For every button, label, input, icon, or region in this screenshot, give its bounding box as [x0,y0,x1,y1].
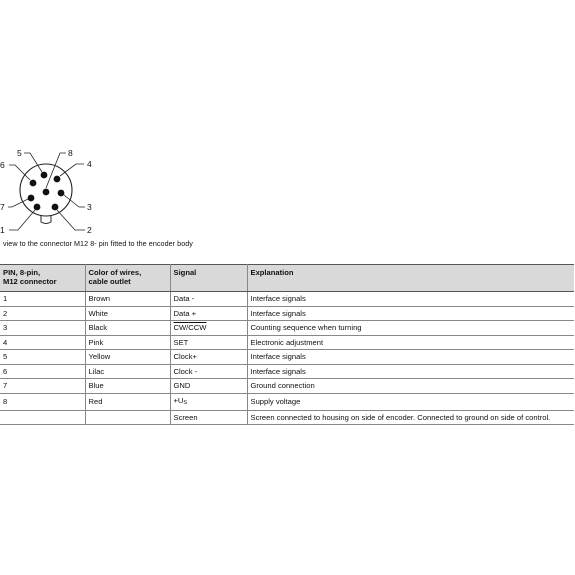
cell-explanation: Interface signals [247,292,574,307]
cell-pin: 5 [0,350,85,365]
pin-hole-8 [43,189,50,196]
table-row [0,410,574,425]
signal-supply-subscript: S [183,399,188,406]
signal-supply: +U [173,395,184,405]
header-explanation: Explanation [247,265,574,292]
cell-signal: Screen [170,410,247,425]
cell-color: Blue [85,379,170,394]
leader-line-2 [57,210,85,230]
cell-pin: 1 [0,292,85,307]
header-signal: Signal [170,265,247,292]
table-row [0,393,574,410]
header-pin: PIN, 8-pin, M12 connector [0,265,85,292]
pin-label-3: 3 [87,202,92,212]
table-row [0,364,574,379]
cell-explanation: Screen connected to housing on side of encoder. Connected to ground on side of control. [247,410,574,425]
cell-explanation: Counting sequence when turning [247,321,574,336]
leader-line-1 [9,210,35,230]
cell-explanation: Ground connection [247,379,574,394]
cell-color: Brown [85,292,170,307]
pin-hole-7 [28,195,35,202]
cell-signal: Clock+ [170,350,247,365]
header-wire-color: Color of wires, cable outlet [85,265,170,292]
pin-hole-1 [34,204,41,211]
diagram-caption: view to the connector M12 8- pin fitted to the encoder body [3,239,193,248]
signal-cw: CW/ [173,323,189,333]
pin-label-4: 4 [87,159,92,169]
pin-label-8: 8 [68,148,73,158]
cell-signal: SET [170,335,247,350]
cell-pin: 6 [0,364,85,379]
cell-explanation: Interface signals [247,306,574,321]
pin-label-2: 2 [87,225,92,235]
leader-line-5 [24,153,42,172]
pin-label-1: 1 [0,225,5,235]
pin-label-6: 6 [0,160,5,170]
table-row [0,379,574,394]
cell-signal: Data + [170,306,247,321]
cell-signal [170,321,247,336]
pin-hole-5 [41,172,48,179]
table-row [0,350,574,365]
cell-color: Red [85,393,170,410]
cell-explanation: Interface signals [247,364,574,379]
cell-pin: 2 [0,306,85,321]
cell-signal [170,393,247,410]
cell-pin: 8 [0,393,85,410]
cell-explanation: Interface signals [247,350,574,365]
table-row [0,292,574,307]
signal-ccw: $\overline{CCW}$ [188,323,207,333]
cell-pin: 3 [0,321,85,336]
cell-color [85,410,170,425]
cell-explanation: Supply voltage [247,393,574,410]
pin-hole-4 [54,176,61,183]
pin-label-7: 7 [0,202,5,212]
cell-pin: 7 [0,379,85,394]
table-row [0,335,574,350]
cell-color: Yellow [85,350,170,365]
pin-hole-6 [30,180,37,187]
cell-color: Pink [85,335,170,350]
table-header-row [0,265,574,292]
cell-color: Lilac [85,364,170,379]
pin-assignment-table [0,264,574,425]
cell-pin [0,410,85,425]
pin-hole-3 [58,190,65,197]
leader-line-4 [60,164,84,176]
pin-hole-2 [52,204,59,211]
table-row [0,306,574,321]
cell-signal: Data - [170,292,247,307]
cell-pin: 4 [0,335,85,350]
cell-color: Black [85,321,170,336]
cell-signal: Clock - [170,364,247,379]
table-row [0,321,574,336]
cell-signal: GND [170,379,247,394]
cell-explanation: Electronic adjustment [247,335,574,350]
cell-color: White [85,306,170,321]
connector-pinout-diagram [0,143,110,239]
pin-label-5: 5 [17,148,22,158]
